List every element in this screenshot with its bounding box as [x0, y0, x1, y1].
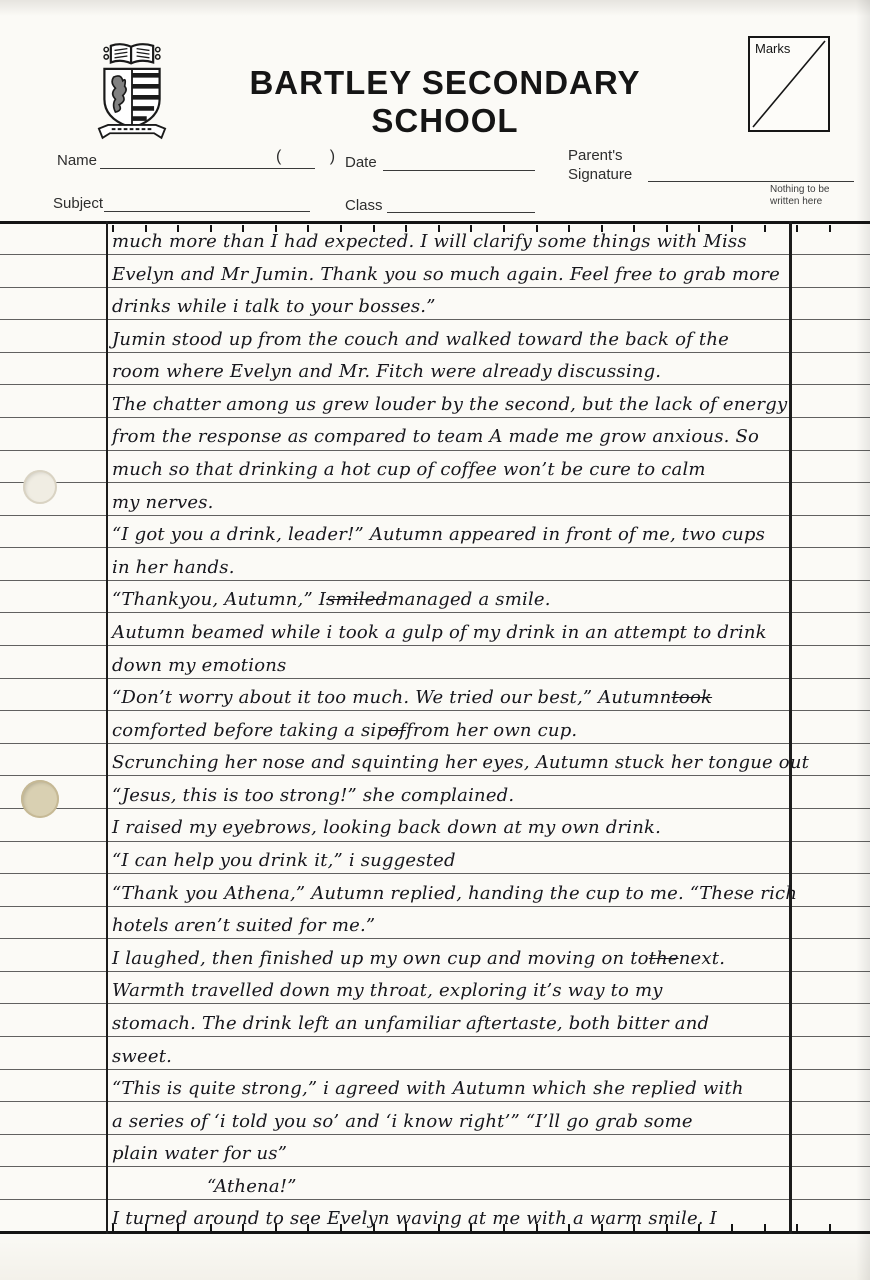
essay-line: [112, 352, 788, 385]
corner-note-line2: written here: [770, 196, 823, 207]
essay-text: “I can help you drink it,” i suggested: [112, 850, 456, 872]
essay-text: “Don’t worry about it too much. We tried our best,” Autumn: [112, 687, 672, 709]
essay-text: Jumin stood up from the couch and walked toward the back of the: [112, 328, 729, 350]
essay-text: from the response as compared to team A made me grow anxious. So: [112, 426, 760, 448]
essay-text: down my emotions: [112, 654, 287, 676]
essay-text: The chatter among us grew louder by the second, but the lack of energy: [112, 393, 788, 415]
essay-text: in her hands.: [112, 556, 235, 578]
page-title: BARTLEY SECONDARY SCHOOL: [249, 64, 641, 139]
essay-line: [112, 1167, 788, 1200]
subject-field-line: [104, 211, 310, 212]
essay-text: “I got you a drink, leader!” Autumn appeared in front of me, two cups: [112, 524, 766, 546]
school-crest-icon: [86, 38, 178, 142]
punch-hole-bottom: [21, 780, 59, 818]
essay-text: stomach. The drink left an unfamiliar aftertaste, both bitter and: [112, 1012, 710, 1034]
name-label: Name: [57, 152, 98, 169]
essay-line: [112, 287, 788, 320]
struck-word: took: [671, 687, 713, 709]
left-margin-line: [106, 221, 108, 1234]
class-field-line: [387, 212, 535, 213]
essay-line: [112, 1069, 788, 1102]
date-label: Date: [345, 154, 377, 171]
essay-line: [112, 483, 788, 516]
essay-line: [112, 743, 810, 776]
essay-text: my nerves.: [112, 491, 214, 513]
essay-text: managed a smile.: [387, 589, 551, 611]
subject-label: Subject: [53, 195, 104, 212]
essay-line: [112, 255, 788, 288]
essay-line: [112, 548, 788, 581]
struck-word: smiled: [326, 589, 388, 611]
essay-text: “Jesus, this is too strong!” she complained.: [112, 784, 515, 806]
handwritten-essay: [112, 222, 810, 1232]
top-tick-mark: [796, 225, 798, 232]
essay-text: hotels aren’t suited for me.”: [112, 915, 376, 937]
struck-word: the: [648, 947, 679, 969]
essay-text: Autumn beamed while i took a gulp of my drink in an attempt to drink: [112, 621, 767, 643]
essay-line: [112, 874, 798, 907]
essay-text: drinks while i talk to your bosses.”: [112, 296, 436, 318]
parent-signature-field-line: [648, 181, 854, 182]
essay-line: [112, 450, 788, 483]
essay-text: Warmth travelled down my throat, exploring it’s way to my: [112, 980, 663, 1002]
nothing-written-here-note: [770, 184, 860, 208]
essay-text: plain water for us”: [112, 1143, 288, 1165]
essay-text: Evelyn and Mr Jumin. Thank you so much again. Feel free to grab more: [112, 263, 780, 285]
essay-text: “This is quite strong,” i agreed with Autumn which she replied with: [112, 1078, 744, 1100]
essay-text: I turned around to see Evelyn waving at me with a warm smile. I: [112, 1208, 717, 1230]
essay-line: [112, 580, 788, 613]
essay-text: comforted before taking a sip: [112, 719, 389, 741]
essay-line: [112, 515, 788, 548]
right-margin-line: [789, 221, 792, 1234]
essay-line: [112, 808, 788, 841]
essay-text: from her own cup.: [406, 719, 578, 741]
name-field-line: [100, 168, 315, 169]
essay-text: next.: [678, 947, 726, 969]
essay-line: [112, 841, 788, 874]
class-label: Class: [345, 197, 383, 214]
essay-line: [112, 939, 788, 972]
essay-line: [112, 971, 788, 1004]
essay-line: [112, 906, 788, 939]
essay-text: a series of ‘i told you so’ and ‘i know right’” “I’ll go grab some: [112, 1110, 693, 1132]
essay-line: [112, 1134, 788, 1167]
essay-line: [112, 1199, 788, 1232]
bottom-tick-mark: [829, 1224, 831, 1231]
essay-line: [112, 678, 788, 711]
essay-line: [112, 711, 788, 744]
essay-text: I laughed, then finished up my own cup and moving on to: [112, 947, 649, 969]
date-field-line: [383, 170, 535, 171]
essay-text: much so that drinking a hot cup of coffee won’t be cure to calm: [112, 459, 706, 481]
essay-text: “Thankyou, Autumn,” I: [112, 589, 327, 611]
essay-line: [112, 1037, 788, 1070]
essay-text: room where Evelyn and Mr. Fitch were already discussing.: [112, 361, 662, 383]
parent-signature-label-1: Parent's: [568, 147, 623, 164]
essay-line: [112, 646, 788, 679]
essay-text: much more than I had expected. I will clarify some things with Miss: [112, 231, 747, 252]
essay-line: [112, 320, 788, 353]
essay-line: [112, 776, 788, 809]
name-index-parens: ( ): [276, 148, 358, 165]
essay-line: [112, 385, 788, 418]
essay-line: [112, 613, 788, 646]
essay-line: [112, 222, 788, 255]
essay-line: [112, 1004, 788, 1037]
essay-text: I raised my eyebrows, looking back down at my own drink.: [112, 817, 662, 839]
corner-note-line1: Nothing to be: [770, 184, 830, 195]
essay-text: sweet.: [112, 1045, 173, 1067]
bottom-tick-mark: [796, 1224, 798, 1231]
essay-line: [112, 417, 788, 450]
essay-line: [112, 1102, 788, 1135]
marks-label: Marks: [755, 41, 791, 56]
parent-signature-label-2: Signature: [568, 166, 633, 183]
top-tick-mark: [829, 225, 831, 232]
struck-word: of: [388, 719, 407, 741]
essay-text: “Athena!”: [207, 1175, 297, 1197]
punch-hole-top: [23, 470, 57, 504]
essay-text: Scrunching her nose and squinting her eyes, Autumn stuck her tongue out: [112, 752, 810, 774]
marks-box: [748, 36, 830, 132]
essay-text: “Thank you Athena,” Autumn replied, handing the cup to me. “These rich: [112, 882, 798, 904]
